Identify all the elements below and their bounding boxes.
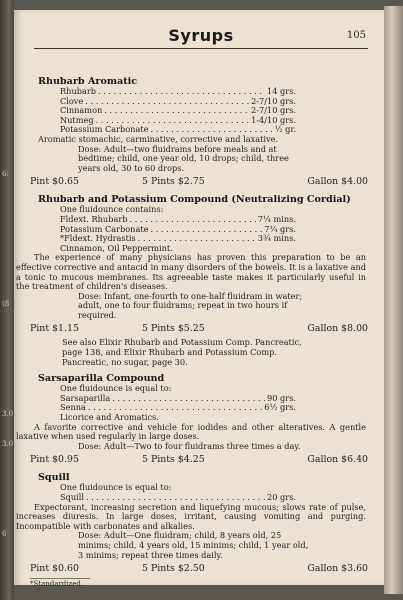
section-paragraph: A favorite corrective and vehicle for iodides and other alteratives. A gentle laxative when used regularly in large doses. xyxy=(16,421,366,442)
section-intro: One fluidounce contains: xyxy=(60,204,164,215)
page-number: 105 xyxy=(346,30,366,41)
price-gallon: Gallon $4.00 xyxy=(307,176,368,188)
section-rhubarb-potassium xyxy=(16,194,366,367)
ingredient-name: Fldext. Rhubarb xyxy=(60,214,128,224)
ingredient-qty: 14 grs. xyxy=(267,87,296,96)
footnote: *Standardized. xyxy=(30,578,90,590)
section-heading: Sarsaparilla Compound xyxy=(38,373,165,385)
ingredient-qty: 1-4/10 grs. xyxy=(251,115,296,125)
section-heading: Rhubarb and Potassium Compound (Neutralizing Cordial) xyxy=(38,194,351,206)
page-edge xyxy=(384,6,403,594)
price-pint: Pint $0.60 xyxy=(30,563,79,575)
ingredient-qty: ½ gr. xyxy=(274,125,296,135)
ingredient-name: Nutmeg xyxy=(60,115,94,125)
dose-text: Dose: Adult—two fluidrams before meals and at bedtime; child, one year old, 10 drops; child, three years old, 30 to 60 drops. xyxy=(78,143,289,173)
margin-mark: 6: xyxy=(2,170,9,178)
ingredient-row xyxy=(60,394,296,404)
dose-text: Dose: Adult—Two to four fluidrams three times a day. xyxy=(78,440,301,451)
price-five-pints: 5 Pints $5.25 xyxy=(142,323,205,335)
section-intro: One fluidounce is equal to: xyxy=(60,482,172,493)
section-extra: Cinnamon, Oil Peppermint. xyxy=(60,242,173,253)
ingredient-qty: 90 grs. xyxy=(267,393,296,403)
section-paragraph: Expectorant, increasing secretion and liquefying mucous; slows rate of pulse, increases diuresis. In large doses, irritant, causing vomiting and purging. Incompatible with carbonates and alkalies. xyxy=(16,501,366,531)
price-pint: Pint $0.95 xyxy=(30,454,79,466)
ingredient-qty: 2-7/10 grs. xyxy=(251,96,296,106)
section-squill xyxy=(16,472,366,575)
price-row xyxy=(16,454,366,466)
section-sarsaparilla-compound xyxy=(16,373,366,466)
price-row xyxy=(16,176,366,188)
ingredient-name: *Fldext. Hydrastis xyxy=(60,234,136,244)
ingredient-row xyxy=(60,97,296,107)
ingredient-name: Squill xyxy=(60,493,84,502)
ingredient-name: Senna xyxy=(60,403,86,413)
ingredient-name: Clove xyxy=(60,96,84,106)
page-content xyxy=(16,76,366,590)
ingredient-qty: 7¼ mins. xyxy=(257,214,296,224)
price-pint: Pint $1.15 xyxy=(30,323,79,335)
margin-mark: 6 xyxy=(2,530,7,538)
price-gallon: Gallon $8.00 xyxy=(307,323,368,335)
section-rhubarb-aromatic xyxy=(16,76,366,188)
book-spine xyxy=(0,0,14,600)
ingredient-qty: 6½ grs. xyxy=(264,403,296,413)
price-row xyxy=(16,323,366,335)
ingredient-name: Potassium Carbonate xyxy=(60,125,149,135)
ingredient-name: Potassium Carbonate xyxy=(60,224,149,234)
section-description: Aromatic stomachic, carminative, corrective and laxative. xyxy=(38,133,279,144)
price-five-pints: 5 Pints $4.25 xyxy=(142,454,205,466)
page-title: Syrups xyxy=(168,26,234,45)
ingredient-qty: 3¾ mins. xyxy=(257,234,296,244)
margin-mark: 3.0 xyxy=(2,440,14,448)
price-gallon: Gallon $6.40 xyxy=(307,454,368,466)
price-five-pints: 5 Pints $2.75 xyxy=(142,176,205,188)
ingredient-row xyxy=(60,215,296,225)
dose-text: Dose: Adult—One fluidram; child, 8 years old, 25 minims; child, 4 years old, 15 minims; child, 1 year old, 3 minims; repeat three times daily. xyxy=(78,530,309,560)
ingredient-qty: 2-7/10 grs. xyxy=(251,106,296,116)
ingredient-row xyxy=(60,116,296,126)
price-pint: Pint $0.65 xyxy=(30,176,79,188)
section-paragraph: The experience of many physicians has proven this preparation to be an effective corrective and antacid in many disorders of the bowels. It is a laxative and a tonic to mucous membranes. Its agreeable taste makes it particularly useful in the treatment of children's diseases. xyxy=(16,252,366,292)
ingredient-row xyxy=(60,87,296,97)
section-intro: One fluidounce is equal to: xyxy=(60,383,172,394)
ingredient-row xyxy=(60,106,296,116)
section-heading: Squill xyxy=(38,472,70,484)
ingredient-name: Sarsaparilla xyxy=(60,393,111,403)
ingredient-name: Rhubarb xyxy=(60,87,96,96)
ingredient-qty: 7¼ grs. xyxy=(264,224,296,234)
dose-text: Dose: Infant, one-fourth to one-half fluidram in water; adult, one to four fluidrams; repeat in two hours if required. xyxy=(78,290,303,320)
section-extra: Licorice and Aromatics. xyxy=(60,412,159,423)
price-five-pints: 5 Pints $2.50 xyxy=(142,563,205,575)
ingredient-qty: 20 grs. xyxy=(267,493,296,502)
ingredient-row xyxy=(60,225,296,235)
ingredient-name: Cinnamon xyxy=(60,106,103,116)
section-heading: Rhubarb Aromatic xyxy=(38,76,138,87)
price-row xyxy=(16,563,366,575)
page-header xyxy=(34,24,368,49)
margin-mark: 3.0 xyxy=(2,410,14,418)
price-gallon: Gallon $3.60 xyxy=(307,563,368,575)
cross-reference-note: See also Elixir Rhubarb and Potassium Comp. Pancreatic, page 138, and Elixir Rhubarb and Potassium Comp. Pancreatic, no sugar, page 30. xyxy=(62,337,302,367)
margin-mark: (8 xyxy=(2,300,10,308)
